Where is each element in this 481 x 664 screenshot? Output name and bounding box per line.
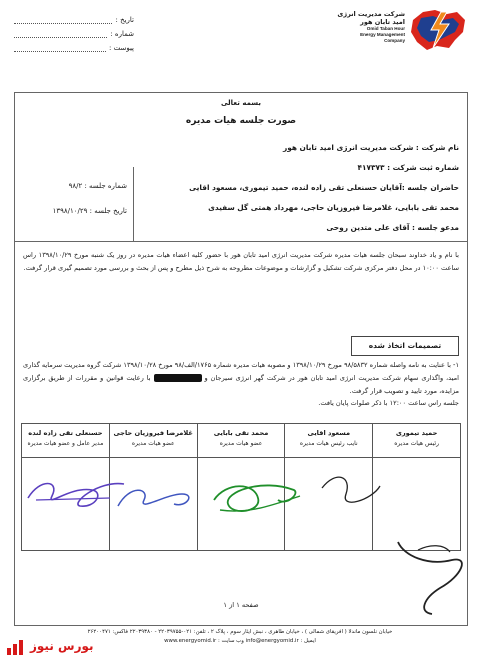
closing-line: جلسه راس ساعت ۱۲:۰۰ با ذکر صلوات پایان یافت. (318, 399, 459, 408)
signatory-5 (22, 424, 110, 458)
logo-en-line2: Energy Management (360, 32, 405, 37)
bourse-news-logo-icon (6, 638, 26, 656)
signatory-name: حسنعلی تقی زاده لنده (28, 429, 103, 437)
logo-en-line1: Omid Taban Hour (366, 26, 405, 31)
signatory-role: عضو هیات مدیره (131, 440, 175, 447)
header-fields (14, 10, 134, 52)
logo-fa-line2: امید تابان هور (360, 18, 405, 26)
attachment-field (14, 38, 134, 52)
meeting-meta-box (15, 167, 134, 241)
intro-paragraph: با نام و یاد خداوند سبحان جلسه هیات مدیره شرکت مدیریت انرژی امید تابان هور با حضور کلیه اعضاء هیات مدیره در روز یک شنبه مورخ ۱۳۹۸/۱۰/۲۹ راس ساعت ۱۰:۰۰ در محل دفتر مرکزی شرکت تشکیل و گزارشات و موضوعات مطروحه به شرح ذیل مطرح و پس از بحث و بررسی مورد تصمیم گیری قرار گرفت. (23, 251, 459, 272)
company-logo (317, 6, 467, 52)
date-label: تاریخ : (115, 16, 134, 24)
signatures-table (21, 423, 461, 551)
date-line (14, 15, 112, 24)
meeting-info-section (15, 93, 467, 242)
signature-cell (197, 458, 285, 551)
signatory-role: نایب رئیس هیات مدیره (299, 440, 358, 447)
lightning-map-logo-icon (409, 6, 467, 52)
redacted-block (154, 374, 202, 382)
meeting-date: تاریخ جلسه : ۱۳۹۸/۱۰/۲۹ (52, 207, 127, 215)
signatory-4 (109, 424, 197, 458)
signatory-1 (373, 424, 461, 458)
signatory-name: غلامرضا فیروزیان حاجی (113, 429, 193, 437)
besmellah: بسمه تعالی (220, 99, 262, 107)
resolution-part1: ۱- با عنایت به نامه واصله شماره ۹۸/۵۸۳۲ مورخ ۱۳۹۸/۱۰/۲۹ و مصوبه هیات مدیره شماره ۱۷۶۵/الف/۹۸ مورخ ۱۳۹۸/۱۰/۲۸ شرکت گروه مدیریت سرمایه گذاری امید، واگذاری سهام شرکت مدیریت انرژی امید تابان هور در شرکت گهر انرژی سیرجان و (23, 361, 460, 382)
signatory-role: مدیر عامل و عضو هیات مدیره (27, 440, 104, 447)
signature-cell (373, 458, 461, 551)
resolution-text (23, 359, 459, 410)
attachment-line (14, 43, 106, 52)
signatory-3 (197, 424, 285, 458)
signatory-name: حمید تیموری (395, 429, 438, 437)
number-line (14, 29, 107, 38)
page-number: صفحه ۱ از ۱ (223, 601, 259, 609)
signature-area-row (22, 458, 461, 551)
attachment-label: پیوست : (109, 44, 134, 52)
logo-text (315, 10, 405, 44)
registration-number: شماره ثبت شرکت : ۴۱۷۳۷۳ (357, 163, 459, 172)
logo-en-line3: Company (384, 38, 405, 43)
meeting-number: شماره جلسه : ۹۸/۲ (68, 182, 127, 190)
resolutions-heading: تصمیمات اتخاذ شده (351, 336, 459, 356)
watermark-text: بورس نیوز (30, 639, 94, 653)
signatory-name: مسعود اقایی (307, 429, 351, 437)
attendees-line1: حاضران جلسه :آقایان حسنعلی تقی زاده لنده، حمید تیموری، مسعود اقایی (189, 183, 459, 192)
signatory-2 (285, 424, 373, 458)
footer-address: خیابان نلسون ماندلا ( افریقای شمالی ) ، خیابان طاهری ، نبش ایثار سوم ، پلاک ۲ ، تلفن: ۰۲۱-۲۲۰۳۹۷۵۵ - ۲۲۰۳۹۳۸۰ فاکس: ۲۶۲۰۰۴۷۱ (87, 629, 393, 635)
number-field (14, 24, 134, 38)
signature-cell (22, 458, 110, 551)
number-label: شماره : (110, 30, 134, 38)
footer-email-web: ایمیل : info@energyomid.ir وب سایت : www.energyomid.ir (164, 638, 316, 644)
watermark (6, 636, 94, 660)
page-title: صورت جلسه هیات مدیره (185, 116, 297, 126)
signatory-name: محمد تقی بابایی (213, 429, 269, 437)
minutes-frame (14, 92, 468, 626)
guest: مدعو جلسه : آقای علی متدین روحی (326, 223, 459, 232)
signatory-role: رئیس هیات مدیره (394, 440, 439, 447)
date-field (14, 10, 134, 24)
signature-cell (285, 458, 373, 551)
attendees-line2: محمد تقی بابایی، غلامرضا فیروزیان حاجی، مهرداد همتی گل سفیدی (208, 203, 459, 212)
logo-fa-line1: شرکت مدیریت انرژی (337, 10, 405, 18)
resolution-part2: با رعایت قوانین و مقررات از طریق برگزاری مزایده، مورد تایید و تصویب قرار گرفت. (23, 373, 459, 395)
company-name: نام شرکت : شرکت مدیریت انرژی امید تابان هور (282, 143, 459, 152)
signature-cell (109, 458, 197, 551)
signatories-row (22, 424, 461, 458)
signatory-role: عضو هیات مدیره (219, 440, 263, 447)
